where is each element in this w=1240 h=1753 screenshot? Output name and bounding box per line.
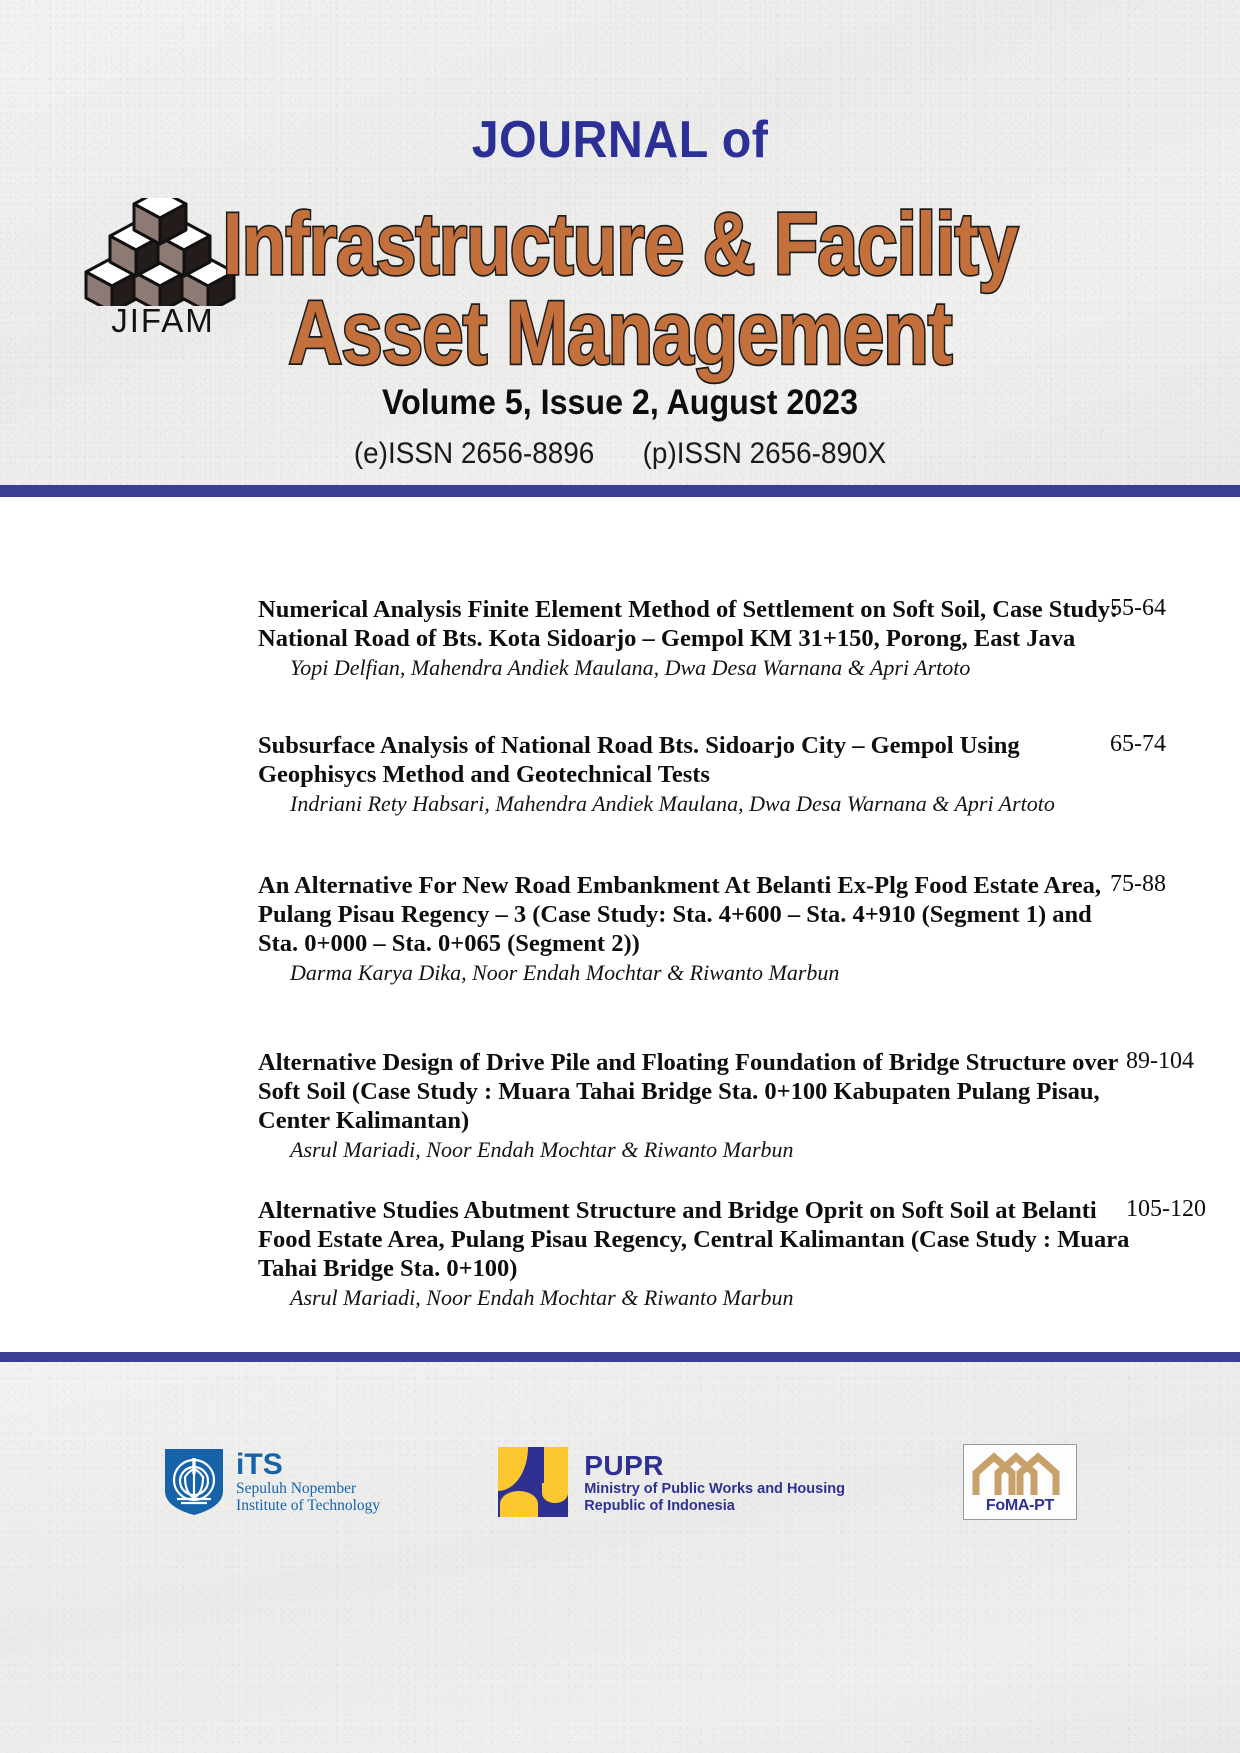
toc-entry-pages: 55-64 bbox=[1110, 595, 1166, 621]
pupr-line-1: Ministry of Public Works and Housing bbox=[584, 1481, 845, 1498]
toc-entry-pages: 75-88 bbox=[1110, 871, 1166, 897]
toc-entry[interactable] bbox=[0, 871, 1240, 986]
its-logo bbox=[163, 1447, 380, 1517]
header-divider-rule bbox=[0, 485, 1240, 497]
its-line-2: Institute of Technology bbox=[236, 1497, 381, 1515]
toc-entry[interactable] bbox=[0, 1048, 1240, 1163]
toc-entry[interactable] bbox=[0, 1196, 1240, 1311]
pupr-shape-1 bbox=[498, 1447, 528, 1491]
toc-entry-authors: Indriani Rety Habsari, Mahendra Andiek Maulana, Dwa Desa Warnana & Apri Artoto bbox=[290, 791, 1055, 816]
toc-entry[interactable] bbox=[0, 731, 1240, 817]
toc-entry-authors: Yopi Delfian, Mahendra Andiek Maulana, Dwa Desa Warnana & Apri Artoto bbox=[290, 655, 971, 680]
pupr-acronym: PUPR bbox=[584, 1450, 664, 1482]
toc-entry-pages: 105-120 bbox=[1126, 1196, 1206, 1222]
pupr-mark-icon bbox=[498, 1447, 568, 1517]
toc-entry-authors: Asrul Mariadi, Noor Endah Mochtar & Riwanto Marbun bbox=[290, 1137, 794, 1162]
toc-entry-title[interactable]: Alternative Studies Abutment Structure and Bridge Oprit on Soft Soil at Belanti Food Estate Area, Pulang Pisau Regency, Central Kalimantan (Case Study : Muara Tahai Bridge Sta. 0+100) bbox=[258, 1197, 1130, 1282]
issn-print: (p)ISSN 2656-890X bbox=[642, 437, 887, 470]
its-acronym: iTS bbox=[236, 1448, 283, 1482]
cover-header-band bbox=[0, 0, 1240, 485]
issn-electronic: (e)ISSN 2656-8896 bbox=[353, 437, 595, 470]
toc-entry-authors: Asrul Mariadi, Noor Endah Mochtar & Riwanto Marbun bbox=[290, 1285, 794, 1310]
foma-pt-label: FoMA-PT bbox=[985, 1497, 1054, 1514]
its-text-block bbox=[236, 1449, 380, 1515]
pupr-line-2: Republic of Indonesia bbox=[584, 1497, 735, 1514]
toc-entry[interactable] bbox=[0, 595, 1240, 681]
toc-entry-title[interactable]: Numerical Analysis Finite Element Method of Settlement on Soft Soil, Case Study: National Road of Bts. Kota Sidoarjo – Gempol KM 31+150, Porong, East Java bbox=[258, 596, 1119, 652]
toc-entry-pages: 89-104 bbox=[1126, 1048, 1194, 1074]
journal-title-line-1: Infrastructure & Facility bbox=[222, 195, 1018, 294]
foma-houses-icon bbox=[968, 1451, 1072, 1497]
toc-entry-title[interactable]: Subsurface Analysis of National Road Bts. Sidoarjo City – Gempol Using Geophisycs Method and Geotechnical Tests bbox=[258, 732, 1020, 788]
jifam-wordmark: JIFAM bbox=[111, 302, 215, 339]
cover-footer-band bbox=[0, 1362, 1240, 1753]
table-of-contents bbox=[0, 497, 1240, 1352]
pupr-shape-3 bbox=[500, 1491, 538, 1517]
pupr-shape-4 bbox=[542, 1483, 568, 1503]
pupr-text-block bbox=[584, 1450, 845, 1514]
journal-of-title: JOURNAL of bbox=[471, 111, 769, 169]
toc-entry-title[interactable]: Alternative Design of Drive Pile and Floating Foundation of Bridge Structure over Soft Soil (Case Study : Muara Tahai Bridge Sta. 0+100 Kabupaten Pulang Pisau, Center Kalimantan) bbox=[258, 1049, 1118, 1134]
pupr-logo bbox=[498, 1447, 845, 1517]
volume-issue-date: Volume 5, Issue 2, August 2023 bbox=[381, 383, 859, 422]
toc-entry-pages: 65-74 bbox=[1110, 731, 1166, 757]
foma-pt-logo bbox=[963, 1444, 1077, 1520]
issn-line bbox=[43, 437, 1196, 471]
footer-divider-rule bbox=[0, 1352, 1240, 1362]
journal-title-line-2: Asset Management bbox=[288, 283, 952, 384]
toc-entry-authors: Darma Karya Dika, Noor Endah Mochtar & Riwanto Marbun bbox=[290, 960, 840, 985]
its-shield-icon bbox=[163, 1447, 225, 1517]
its-line-1: Sepuluh Nopember bbox=[236, 1480, 357, 1498]
footer-logo-row bbox=[0, 1444, 1240, 1520]
toc-entry-title[interactable]: An Alternative For New Road Embankment At Belanti Ex-Plg Food Estate Area, Pulang Pisau Regency – 3 (Case Study: Sta. 4+600 – Sta. 4+910 (Segment 1) and Sta. 0+000 – Sta. 0+065 (Segment 2)) bbox=[258, 872, 1101, 957]
